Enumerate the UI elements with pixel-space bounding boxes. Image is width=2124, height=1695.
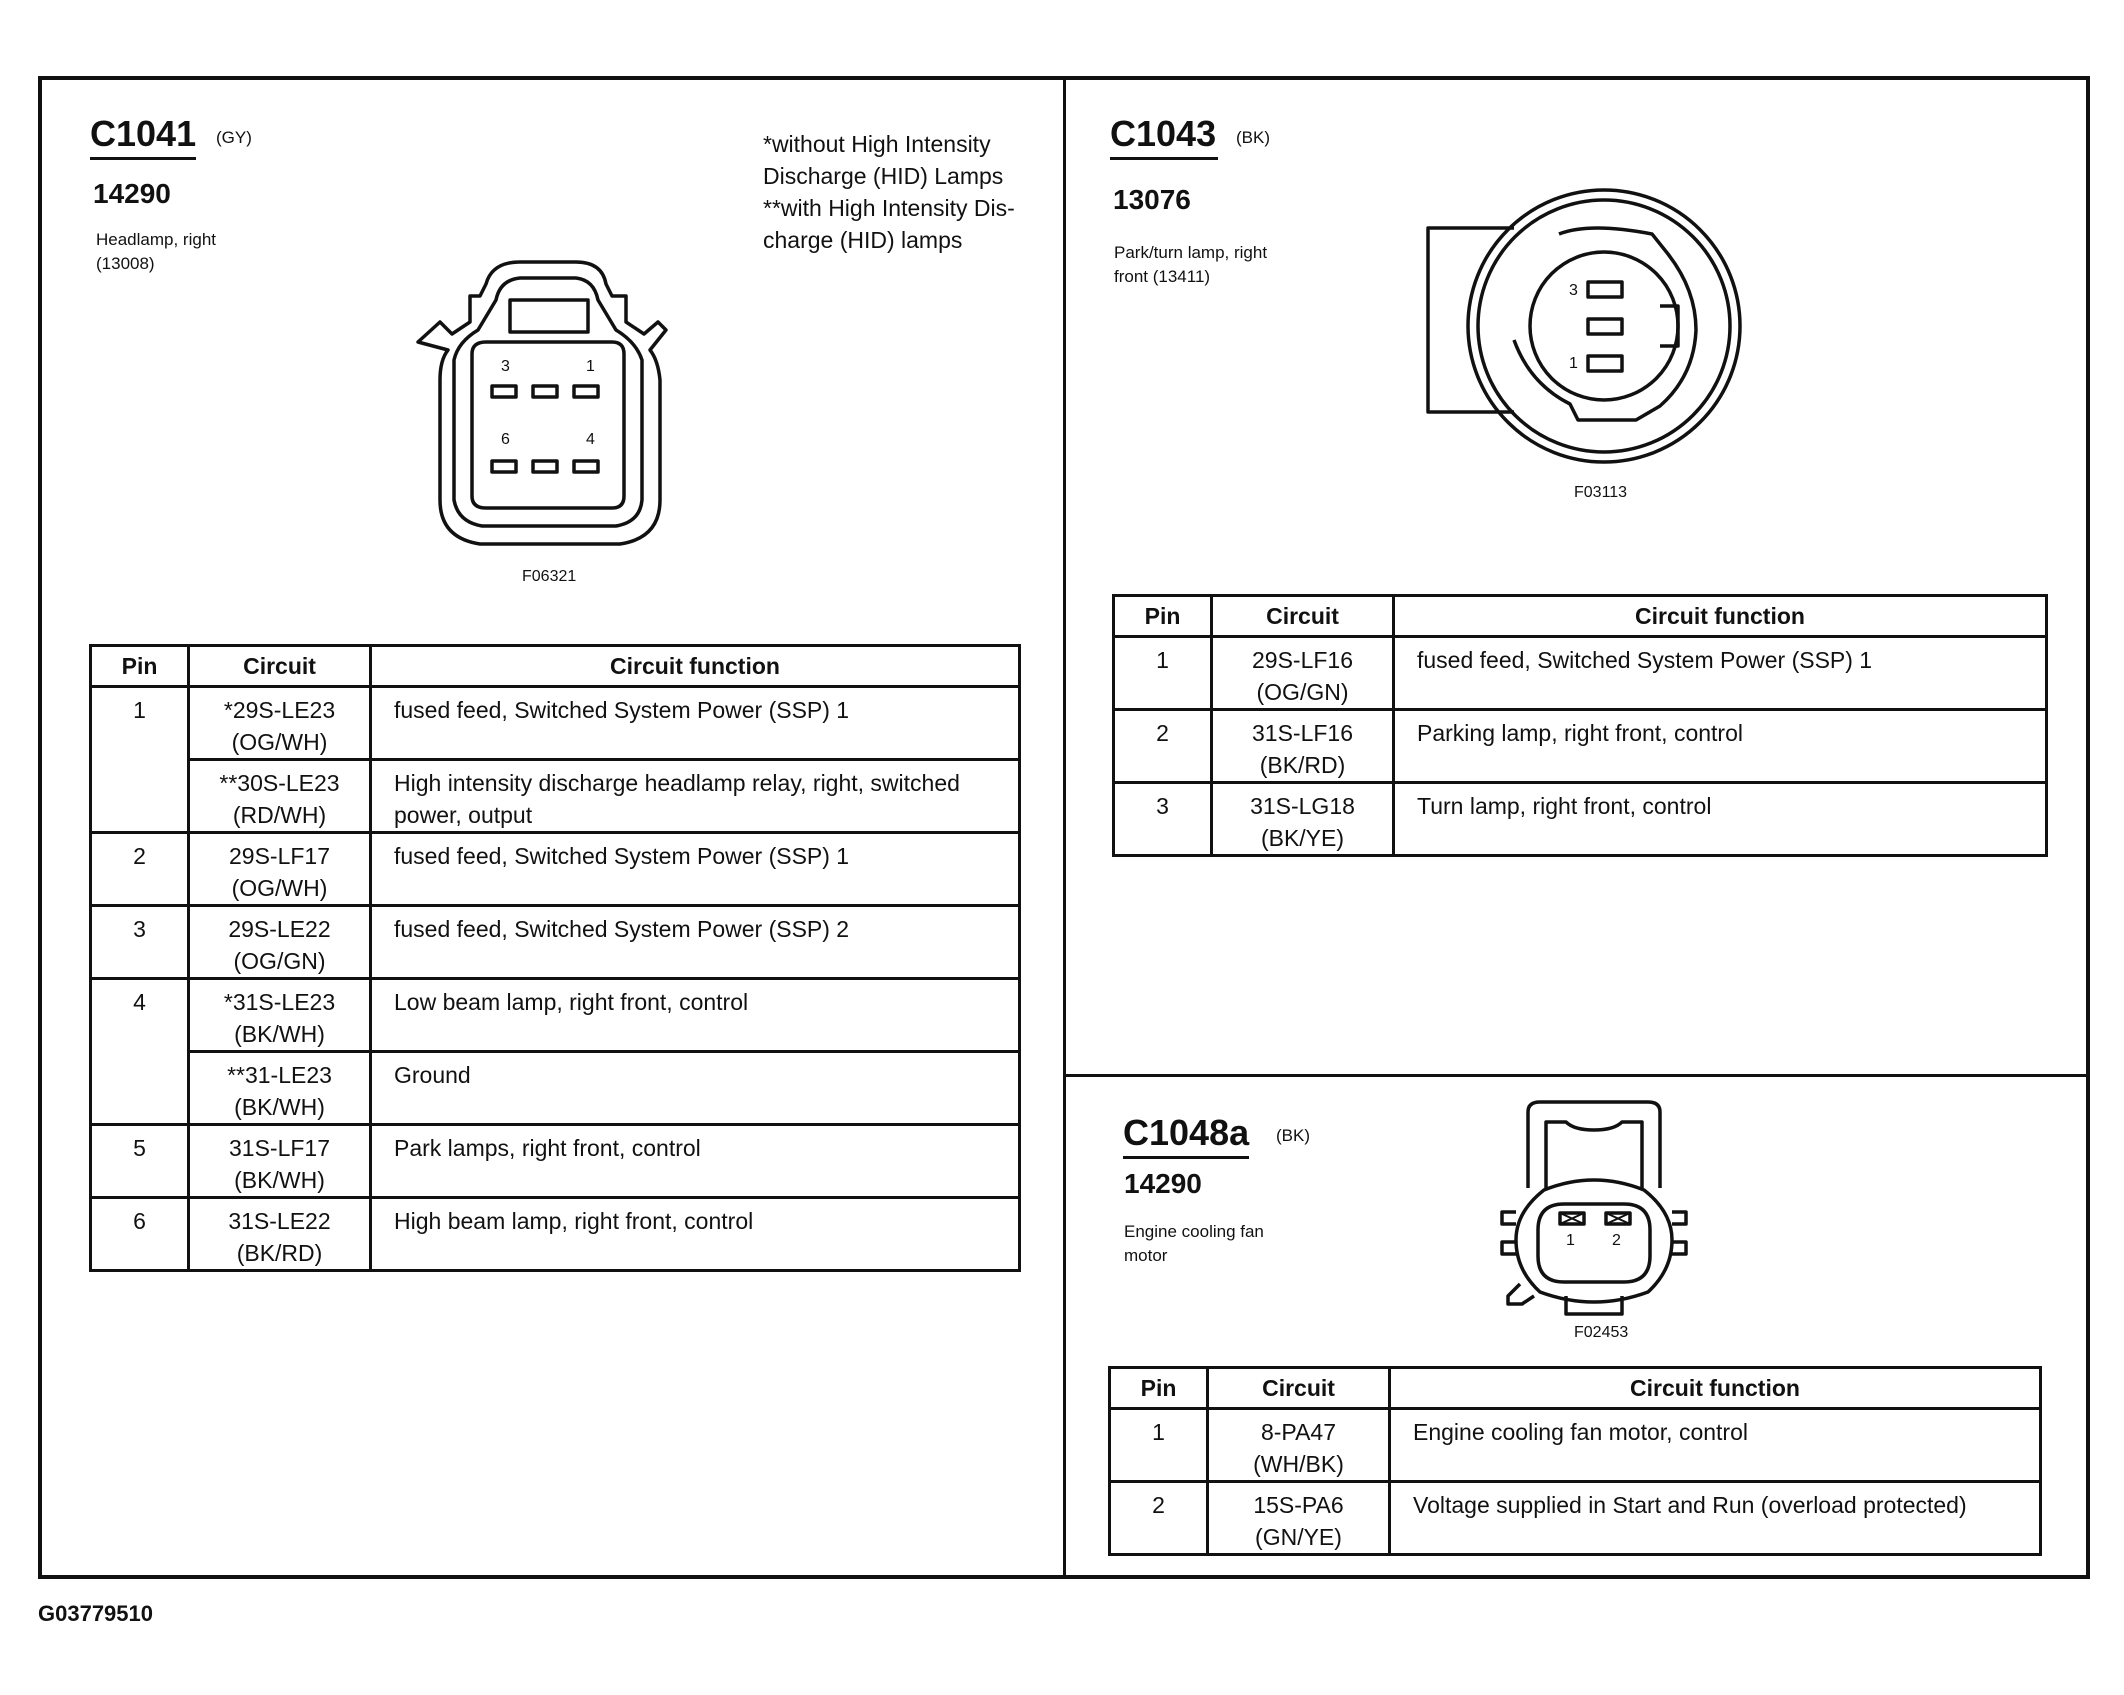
table-row bbox=[91, 760, 1020, 833]
c1048a-pin-label-1: 1 bbox=[1566, 1232, 1575, 1249]
circuit-cell bbox=[1208, 1482, 1390, 1555]
table-row bbox=[91, 906, 1020, 979]
circuit-cell bbox=[189, 979, 371, 1052]
c1043-pin-label-1: 1 bbox=[1569, 355, 1578, 372]
pin-cell: 3 bbox=[91, 906, 189, 979]
column-header-circuit: Circuit bbox=[1208, 1368, 1390, 1409]
c1048a-color: (BK) bbox=[1276, 1126, 1310, 1145]
c1041-description: Headlamp, right (13008) bbox=[96, 230, 217, 273]
wire-color: (GN/YE) bbox=[1255, 1524, 1342, 1550]
table-row bbox=[91, 1198, 1020, 1271]
c1043-part-number: 13076 bbox=[1113, 184, 1191, 215]
table-row bbox=[1114, 783, 2047, 856]
table-row bbox=[1114, 637, 2047, 710]
function-cell: Engine cooling fan motor, control bbox=[1390, 1409, 2041, 1482]
pin-cell: 2 bbox=[1110, 1482, 1208, 1555]
column-header-circuit: Circuit bbox=[1212, 596, 1394, 637]
circuit-id: 31S-LF17 bbox=[228, 1135, 330, 1161]
c1041-pin-label-4: 4 bbox=[586, 431, 595, 448]
hid-note-line-3: **with High Intensity Dis- bbox=[763, 195, 1015, 221]
c1043-color: (BK) bbox=[1236, 128, 1270, 147]
c1048a-pin-table bbox=[1108, 1366, 2042, 1556]
column-header-function: Circuit function bbox=[1390, 1368, 2041, 1409]
table-header-row bbox=[1110, 1368, 2041, 1409]
wire-color: (OG/WH) bbox=[231, 729, 328, 755]
circuit-id: 29S-LF17 bbox=[228, 843, 330, 869]
horizontal-divider bbox=[1063, 1074, 2090, 1077]
function-cell: High intensity discharge headlamp relay, right, switched power, output bbox=[371, 760, 1020, 833]
c1043-description: Park/turn lamp, right front (13411) bbox=[1114, 243, 1268, 286]
wire-color: (BK/YE) bbox=[1260, 825, 1345, 851]
column-header-function: Circuit function bbox=[1394, 596, 2047, 637]
c1048a-part-number: 14290 bbox=[1124, 1168, 1202, 1199]
function-cell: fused feed, Switched System Power (SSP) 2 bbox=[371, 906, 1020, 979]
c1043-pin-label-3: 3 bbox=[1569, 282, 1578, 299]
c1041-pin-label-6: 6 bbox=[501, 431, 510, 448]
pin-cell bbox=[91, 760, 189, 833]
c1043-pin-table bbox=[1112, 594, 2048, 857]
function-cell: High beam lamp, right front, control bbox=[371, 1198, 1020, 1271]
wire-color: (BK/WH) bbox=[234, 1094, 325, 1120]
circuit-id: 29S-LE22 bbox=[228, 916, 331, 942]
c1048a-title: C1048a bbox=[1123, 1112, 1250, 1153]
pin-cell: 1 bbox=[1110, 1409, 1208, 1482]
c1041-color: (GY) bbox=[216, 128, 252, 147]
c1041-figure-code: F06321 bbox=[522, 568, 577, 585]
pin-cell: 4 bbox=[91, 979, 189, 1052]
circuit-id: *31S-LE23 bbox=[223, 989, 336, 1015]
function-cell: fused feed, Switched System Power (SSP) 1 bbox=[371, 687, 1020, 760]
circuit-id: 15S-PA6 bbox=[1253, 1492, 1344, 1518]
circuit-id: **30S-LE23 bbox=[219, 770, 340, 796]
table-header-row bbox=[1114, 596, 2047, 637]
circuit-cell bbox=[189, 906, 371, 979]
function-cell: Park lamps, right front, control bbox=[371, 1125, 1020, 1198]
circuit-cell bbox=[189, 1052, 371, 1125]
circuit-id: *29S-LE23 bbox=[223, 697, 336, 723]
circuit-id: 31S-LF16 bbox=[1251, 720, 1353, 746]
hid-note bbox=[763, 128, 1015, 256]
function-cell: fused feed, Switched System Power (SSP) 1 bbox=[1394, 637, 2047, 710]
circuit-cell bbox=[189, 1125, 371, 1198]
wire-color: (BK/WH) bbox=[234, 1167, 325, 1193]
c1043-title: C1043 bbox=[1110, 113, 1217, 154]
table-row bbox=[91, 687, 1020, 760]
c1043-figure-code: F03113 bbox=[1574, 484, 1628, 501]
c1048a-description: Engine cooling fan motor bbox=[1124, 1222, 1264, 1265]
circuit-cell bbox=[1208, 1409, 1390, 1482]
wire-color: (BK/RD) bbox=[1259, 752, 1346, 778]
table-row bbox=[1110, 1409, 2041, 1482]
pin-cell: 6 bbox=[91, 1198, 189, 1271]
c1041-pin-table bbox=[89, 644, 1021, 1272]
c1048a-figure-code: F02453 bbox=[1574, 1324, 1629, 1341]
function-cell: fused feed, Switched System Power (SSP) 1 bbox=[371, 833, 1020, 906]
wire-color: (OG/WH) bbox=[231, 875, 328, 901]
circuit-id: **31-LE23 bbox=[227, 1062, 332, 1088]
column-header-pin: Pin bbox=[1110, 1368, 1208, 1409]
pin-cell: 1 bbox=[1114, 637, 1212, 710]
wire-color: (BK/WH) bbox=[234, 1021, 325, 1047]
c1041-title-underline bbox=[90, 157, 196, 160]
wire-color: (OG/GN) bbox=[233, 948, 326, 974]
circuit-cell bbox=[189, 760, 371, 833]
circuit-cell bbox=[1212, 783, 1394, 856]
circuit-cell bbox=[1212, 710, 1394, 783]
pin-cell: 2 bbox=[1114, 710, 1212, 783]
table-row bbox=[91, 833, 1020, 906]
c1041-part-number: 14290 bbox=[93, 178, 171, 209]
circuit-id: 29S-LF16 bbox=[1251, 647, 1353, 673]
pin-cell bbox=[91, 1052, 189, 1125]
pin-cell: 1 bbox=[91, 687, 189, 760]
pin-cell: 2 bbox=[91, 833, 189, 906]
circuit-cell bbox=[189, 687, 371, 760]
column-header-pin: Pin bbox=[91, 646, 189, 687]
wire-color: (WH/BK) bbox=[1253, 1451, 1344, 1477]
hid-note-line-2: Discharge (HID) Lamps bbox=[763, 163, 1004, 189]
wire-color: (BK/RD) bbox=[236, 1240, 323, 1266]
circuit-cell bbox=[189, 1198, 371, 1271]
table-row bbox=[1110, 1482, 2041, 1555]
function-cell: Voltage supplied in Start and Run (overload protected) bbox=[1390, 1482, 2041, 1555]
circuit-id: 31S-LG18 bbox=[1250, 793, 1355, 819]
function-cell: Turn lamp, right front, control bbox=[1394, 783, 2047, 856]
table-row bbox=[1114, 710, 2047, 783]
vertical-divider bbox=[1063, 76, 1066, 1579]
figure-footer-code: G03779510 bbox=[38, 1601, 153, 1626]
function-cell: Low beam lamp, right front, control bbox=[371, 979, 1020, 1052]
pin-cell: 5 bbox=[91, 1125, 189, 1198]
column-header-function: Circuit function bbox=[371, 646, 1020, 687]
c1048a-pin-label-2: 2 bbox=[1612, 1232, 1621, 1249]
hid-note-line-4: charge (HID) lamps bbox=[763, 227, 963, 253]
circuit-id: 8-PA47 bbox=[1260, 1419, 1336, 1445]
function-cell: Ground bbox=[371, 1052, 1020, 1125]
table-row bbox=[91, 979, 1020, 1052]
c1041-pin-label-1: 1 bbox=[586, 358, 595, 375]
column-header-circuit: Circuit bbox=[189, 646, 371, 687]
column-header-pin: Pin bbox=[1114, 596, 1212, 637]
hid-note-line-1: *without High Intensity bbox=[763, 131, 991, 157]
circuit-id: 31S-LE22 bbox=[228, 1208, 331, 1234]
table-header-row bbox=[91, 646, 1020, 687]
c1041-title: C1041 bbox=[90, 113, 197, 154]
circuit-cell bbox=[1212, 637, 1394, 710]
wire-color: (OG/GN) bbox=[1256, 679, 1349, 705]
table-row bbox=[91, 1125, 1020, 1198]
c1048a-title-underline bbox=[1123, 1156, 1249, 1159]
wire-color: (RD/WH) bbox=[232, 802, 327, 828]
circuit-cell bbox=[189, 833, 371, 906]
pin-cell: 3 bbox=[1114, 783, 1212, 856]
c1043-title-underline bbox=[1110, 157, 1218, 160]
c1041-pin-label-3: 3 bbox=[501, 358, 510, 375]
table-row bbox=[91, 1052, 1020, 1125]
function-cell: Parking lamp, right front, control bbox=[1394, 710, 2047, 783]
